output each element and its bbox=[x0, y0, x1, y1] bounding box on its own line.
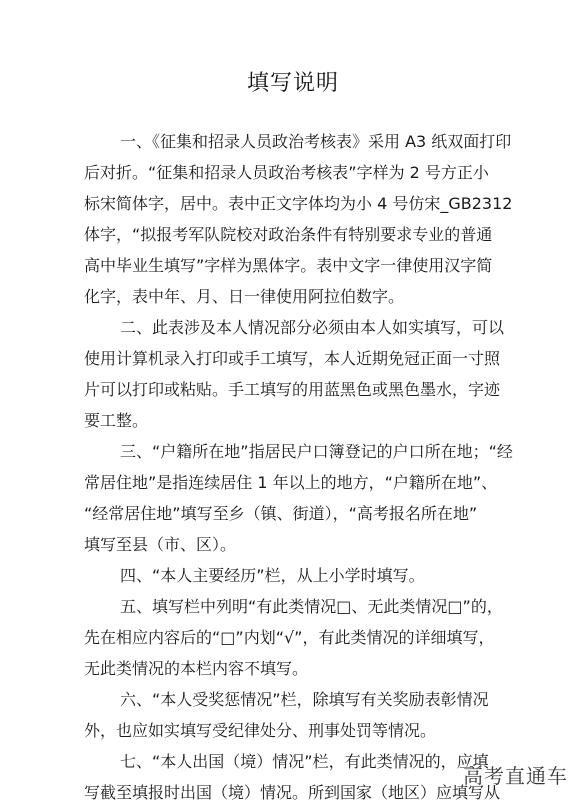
text-line: 外，也应如实填写受纪律处分、刑事处罚等情况。 bbox=[84, 721, 437, 740]
text-line: “经常居住地”填写至乡（镇、街道），“高考报名所在地” bbox=[84, 504, 478, 523]
text-line: 五、填写栏中列明“有此类情况□、无此类情况□”的， bbox=[120, 597, 503, 616]
text-line: 体字，“拟报考军队院校对政治条件有特别要求专业的普通 bbox=[84, 225, 493, 244]
text-line: 三、“户籍所在地”指居民户口簿登记的户口所在地；“经 bbox=[120, 442, 513, 461]
text-line: 片可以打印或粘贴。手工填写的用蓝黑色或黑色墨水，字迹 bbox=[84, 380, 501, 399]
document-title: 填写说明 bbox=[246, 71, 339, 96]
text-line: 四、“本人主要经历”栏，从上小学时填写。 bbox=[120, 566, 425, 585]
text-line: 二、此表涉及本人情况部分必须由本人如实填写，可以 bbox=[120, 318, 505, 337]
text-line: 填写至县（市、区）。 bbox=[84, 535, 237, 554]
watermark: 高考直通车 bbox=[463, 764, 568, 788]
text-line: 要工整。 bbox=[84, 411, 149, 430]
text-line: 标宋简体字，居中。表中正文字体均为小 4 号仿宋_GB2312 bbox=[84, 194, 513, 213]
text-line: 无此类情况的本栏内容不填写。 bbox=[84, 659, 309, 678]
text-line: 后对折。“征集和招录人员政治考核表”字样为 2 号方正小 bbox=[84, 163, 489, 182]
text-line: 七、“本人出国（境）情况”栏，有此类情况的，应填 bbox=[120, 752, 489, 771]
text-line: 六、“本人受奖惩情况”栏，除填写有关奖励表彰情况 bbox=[120, 690, 489, 709]
text-line: 先在相应内容后的“□”内划“√”，有此类情况的详细填写， bbox=[84, 628, 495, 647]
text-line: 写截至填报时出国（境）情况。所到国家（地区）应填写从 bbox=[84, 783, 501, 802]
text-line: 常居住地”是指连续居住 1 年以上的地方，“户籍所在地”、 bbox=[84, 473, 498, 492]
text-line: 高中毕业生填写”字样为黑体字。表中文字一律使用汉字简 bbox=[84, 256, 493, 275]
text-line: 化字，表中年、月、日一律使用阿拉伯数字。 bbox=[84, 287, 405, 306]
text-line: 一、《征集和招录人员政治考核表》采用 A3 纸双面打印 bbox=[120, 132, 512, 151]
text-line: 使用计算机录入打印或手工填写，本人近期免冠正面一寸照 bbox=[84, 349, 501, 368]
